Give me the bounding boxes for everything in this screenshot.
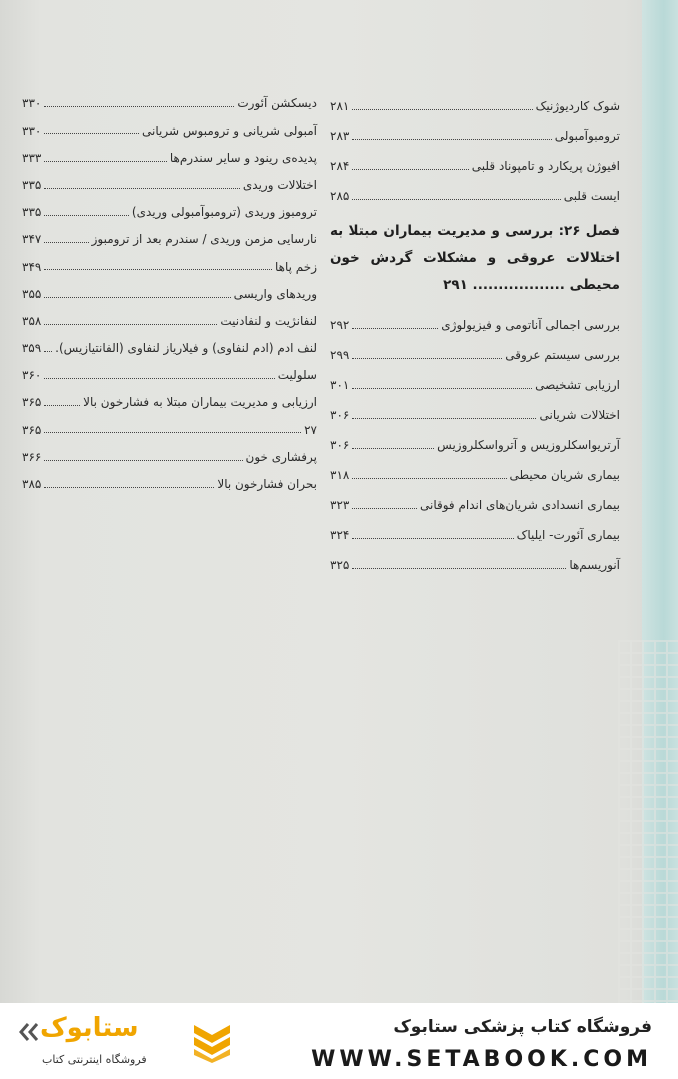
toc-entry-page: ۳۲۴: [330, 528, 350, 543]
toc-entry-page: ۳۶۰: [22, 368, 42, 383]
toc-entry-title: آنوریسم‌ها: [569, 558, 620, 573]
toc-entry-page: ۳۳۵: [22, 205, 42, 220]
toc-entry: [22, 84, 317, 111]
toc-entry-title: ایست قلبی: [563, 189, 620, 204]
toc-entry: [330, 114, 620, 144]
toc-entry-page: ۳۲۵: [330, 558, 350, 573]
chapter-dots: ..................: [467, 277, 565, 293]
toc-leader-dots: [44, 378, 274, 379]
toc-entry-page: ۳۳۰: [22, 96, 42, 111]
toc-entry: [22, 437, 317, 464]
toc-entry: [22, 329, 317, 356]
toc-entry-page: ۳۵۹: [21, 341, 42, 356]
toc-entry-title: نارسایی مزمن وریدی / سندرم بعد از ترومبوز: [91, 232, 317, 247]
toc-entry: [22, 193, 317, 220]
toc-entry: [22, 410, 317, 437]
toc-entry-title: ۲۷: [304, 422, 317, 437]
toc-entry-title: بیماری آئورت- ایلیاک: [516, 528, 620, 543]
toc-leader-dots: [352, 508, 417, 509]
toc-entry: [330, 333, 620, 363]
toc-entry-title: زخم پاها: [275, 259, 317, 274]
toc-entry-page: ۳۳۰: [22, 123, 42, 138]
toc-entry: [330, 543, 620, 573]
toc-entry-page: ۳۰۱: [330, 378, 350, 393]
toc-entry: [22, 383, 317, 410]
logo-wordmark: ستابوک: [40, 1013, 139, 1043]
toc-entry: [22, 465, 317, 492]
toc-entry: [330, 513, 620, 543]
logo-chevron-icon: [190, 1021, 234, 1065]
toc-entry: [22, 302, 317, 329]
toc-entry-page: ۳۰۶: [330, 408, 350, 423]
toc-entry-title: ارزیابی تشخیصی: [535, 378, 620, 393]
toc-leader-dots: [44, 106, 234, 107]
toc-leader-dots: [44, 487, 214, 488]
toc-leader-dots: [352, 358, 502, 359]
website-url[interactable]: WWW.SETABOOK.COM: [311, 1047, 652, 1072]
toc-entry: [330, 84, 620, 114]
toc-entry-title: شوک کاردیوژنیک: [535, 99, 620, 114]
toc-entry-title: بررسی اجمالی آناتومی و فیزیولوژی: [441, 318, 620, 333]
toc-entry-page: ۳۲۳: [330, 498, 350, 513]
toc-leader-dots: [44, 432, 301, 433]
toc-entry-page: ۳۴۷: [22, 232, 42, 247]
toc-leader-dots: [44, 133, 139, 134]
toc-leader-dots: [352, 388, 532, 389]
toc-leader-dots: [352, 139, 551, 140]
logo-arrows-icon: [18, 1021, 40, 1043]
toc-leader-dots: [44, 324, 217, 325]
store-footer-banner: [0, 1003, 678, 1079]
toc-entry-title: سلولیت: [277, 368, 317, 383]
toc-entry-page: ۳۶۵: [22, 422, 42, 437]
shop-name: فروشگاه کتاب پزشکی ستابوک: [393, 1017, 652, 1037]
toc-entry-title: بحران فشارخون بالا: [217, 477, 317, 492]
toc-entry-page: ۳۶۵: [22, 395, 42, 410]
toc-entry-title: دیسکشن آئورت: [237, 96, 317, 111]
toc-entry-title: وریدهای واریسی: [233, 286, 317, 301]
toc-leader-dots: [352, 538, 513, 539]
toc-leader-dots: [352, 478, 506, 479]
chapter-heading: [330, 218, 620, 299]
toc-entry-page: ۳۰۶: [330, 438, 350, 453]
toc-entry-title: ترومبوآمبولی: [554, 129, 620, 144]
toc-entry-page: ۳۴۹: [22, 259, 42, 274]
toc-leader-dots: [44, 297, 230, 298]
chapter-page: ۲۹۱: [443, 277, 468, 293]
toc-entry-title: لنفانژیت و لنفادنیت: [220, 313, 317, 328]
toc-leader-dots: [44, 215, 129, 216]
chapter-title: فصل ۲۶: بررسی و مدیریت بیماران مبتلا به اختلالات عروقی و مشکلات گردش خون محیطی: [330, 223, 620, 293]
toc-leader-dots: [352, 328, 438, 329]
toc-leader-dots: [352, 109, 532, 110]
toc-entry-title: لنف ادم (ادم لنفاوی) و فیلاریاز لنفاوی (الفانتیازیس).: [55, 341, 317, 356]
toc-leader-dots: [352, 568, 566, 569]
toc-leader-dots: [352, 418, 536, 419]
toc-entry-page: ۳۵۵: [22, 286, 42, 301]
toc-right-column: [330, 84, 620, 573]
toc-entry: [330, 483, 620, 513]
toc-entry-title: پدیده‌ی رینود و سایر سندرم‌ها: [169, 150, 317, 165]
toc-entry: [22, 220, 317, 247]
toc-entry: [22, 138, 317, 165]
toc-entry: [22, 111, 317, 138]
toc-leader-dots: [352, 169, 468, 170]
toc-leader-dots: [44, 188, 240, 189]
toc-leader-dots: [44, 405, 80, 406]
toc-leader-dots: [44, 161, 166, 162]
toc-entry-title: بیماری شریان محیطی: [509, 468, 620, 483]
toc-entry-title: افیوژن پریکارد و تامپوناد قلبی: [471, 159, 620, 174]
toc-left-column: [22, 84, 317, 492]
toc-entry-title: بیماری انسدادی شریان‌های اندام فوقانی: [419, 498, 620, 513]
toc-entry-title: آرتریواسکلروزیس و آترواسکلروزیس: [437, 438, 620, 453]
toc-leader-dots: [44, 351, 52, 352]
toc-entry-title: پرفشاری خون: [245, 449, 317, 464]
toc-entry-page: ۲۸۳: [330, 129, 350, 144]
toc-entry: [22, 274, 317, 301]
toc-entry-page: ۳۸۵: [22, 477, 42, 492]
toc-entry-title: آمبولی شریانی و ترومبوس شریانی: [142, 123, 317, 138]
toc-leader-dots: [44, 460, 242, 461]
toc-entry: [22, 166, 317, 193]
toc-entry-page: ۳۵۸: [22, 313, 42, 328]
toc-entry-title: اختلالات وریدی: [242, 177, 317, 192]
toc-entry-page: ۲۹۲: [330, 318, 350, 333]
toc-entry-page: ۲۸۵: [330, 189, 350, 204]
toc-entry: [330, 453, 620, 483]
toc-entry-page: ۲۸۴: [330, 159, 350, 174]
toc-leader-dots: [352, 199, 560, 200]
toc-entry: [330, 144, 620, 174]
toc-entry-page: ۳۶۶: [22, 449, 42, 464]
toc-entry-title: بررسی سیستم عروقی: [505, 348, 620, 363]
toc-entry: [330, 303, 620, 333]
toc-entry: [330, 423, 620, 453]
toc-entry: [22, 247, 317, 274]
toc-leader-dots: [44, 242, 88, 243]
toc-entry-page: ۳۳۵: [22, 177, 42, 192]
page-edge-pattern: [618, 640, 678, 1003]
toc-entry: [330, 393, 620, 423]
toc-entry: [330, 363, 620, 393]
toc-leader-dots: [44, 269, 272, 270]
toc-entry-title: اختلالات شریانی: [539, 408, 620, 423]
toc-entry-page: ۳۱۸: [330, 468, 350, 483]
toc-entry-page: ۳۳۳: [22, 150, 42, 165]
toc-entry-page: ۲۹۹: [330, 348, 350, 363]
toc-leader-dots: [352, 448, 434, 449]
toc-entry-title: ارزیابی و مدیریت بیماران مبتلا به فشارخون بالا: [83, 395, 317, 410]
logo-subtitle: فروشگاه اینترنتی کتاب: [42, 1053, 147, 1066]
toc-entry: [22, 356, 317, 383]
toc-entry-page: ۲۸۱: [330, 99, 350, 114]
toc-entry-title: ترومبوز وریدی (ترومبوآمبولی وریدی): [131, 205, 317, 220]
toc-entry: [330, 174, 620, 204]
